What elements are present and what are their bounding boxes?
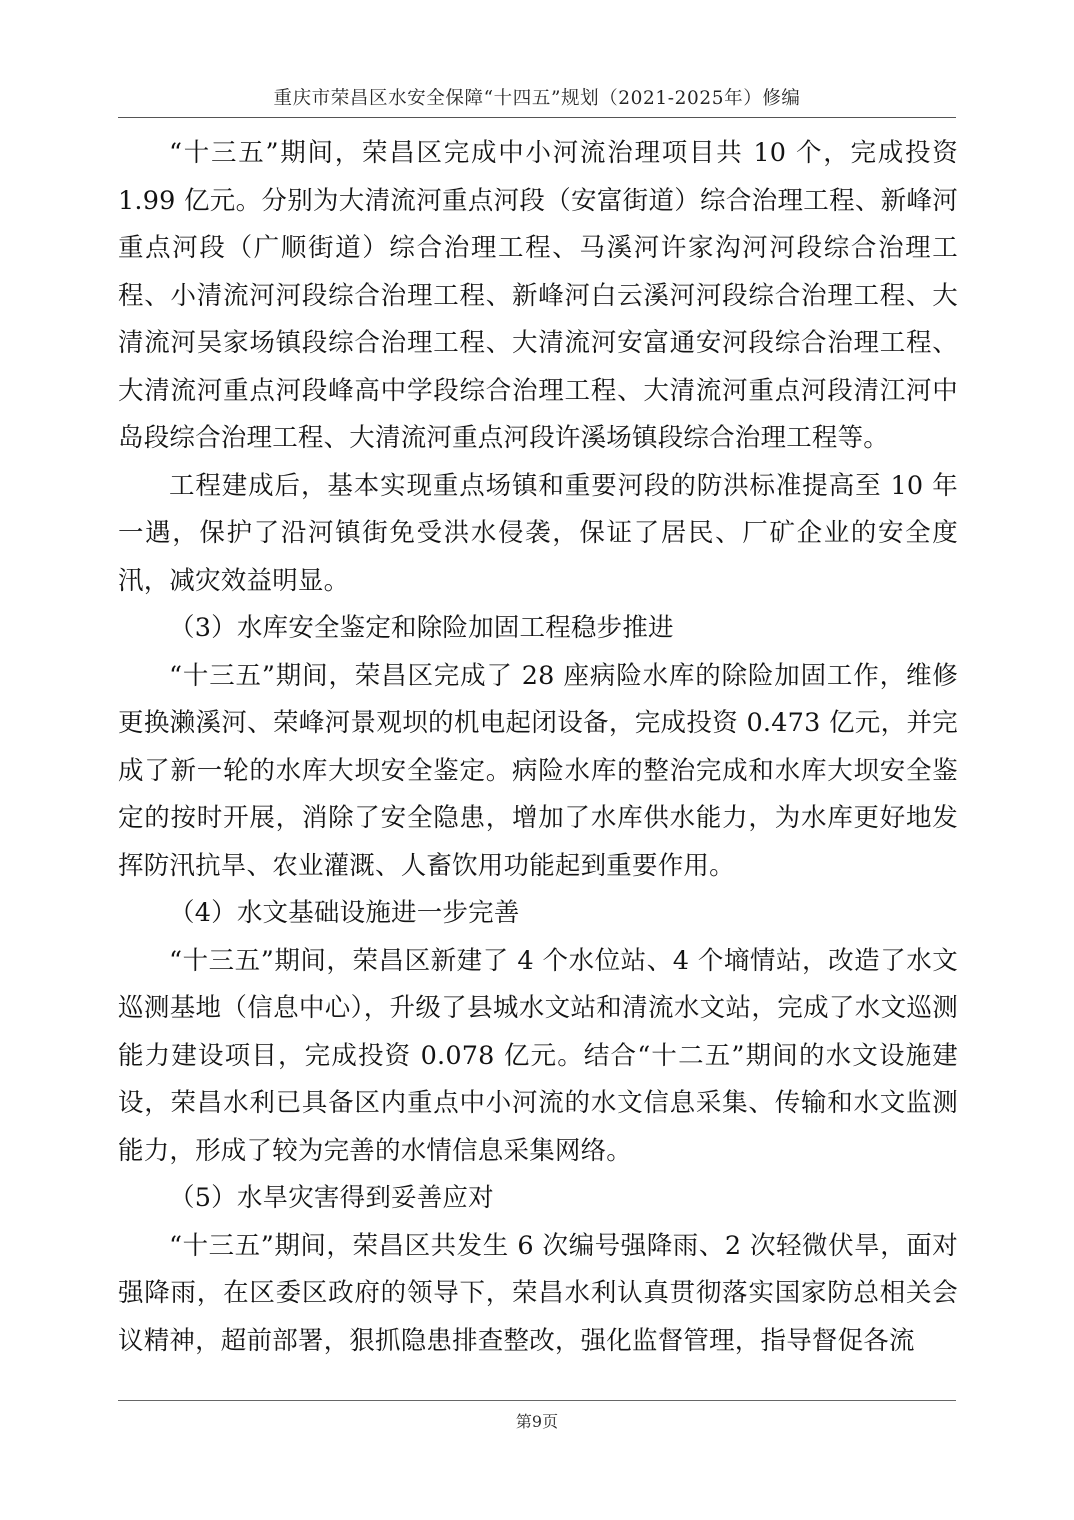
document-body <box>118 130 958 1365</box>
footer-divider <box>118 1400 956 1401</box>
paragraph: 工程建成后，基本实现重点场镇和重要河段的防洪标准提高至 10 年一遇，保护了沿河镇街免受洪水侵袭，保证了居民、厂矿企业的安全度汛，减灾效益明显。 <box>118 470 958 596</box>
section-heading: （5）水旱灾害得到妥善应对 <box>169 1183 494 1213</box>
paragraph: “十三五”期间，荣昌区共发生 6 次编号强降雨、2 次轻微伏旱，面对强降雨，在区委区政府的领导下，荣昌水利认真贯彻落实国家防总相关会议精神，超前部署，狠抓隐患排查整改，强化监督管理，指导督促各流 <box>118 1230 958 1356</box>
page-number: 第9页 <box>515 1412 559 1431</box>
header-divider <box>118 117 956 118</box>
header-title: 重庆市荣昌区水安全保障“十四五”规划（2021-2025年）修编 <box>273 88 801 109</box>
paragraph: “十三五”期间，荣昌区完成了 28 座病险水库的除险加固工作，维修更换濑溪河、荣峰河景观坝的机电起闭设备，完成投资 0.473 亿元，并完成了新一轮的水库大坝安全鉴定。病险水库的整治完成和水库大坝安全鉴定的按时开展，消除了安全隐患，增加了水库供水能力，为水库更好地发挥防汛抗旱、农业灌溉、人畜饮用功能起到重要作用。 <box>118 660 958 881</box>
page-footer <box>118 1400 956 1432</box>
page-header <box>118 84 956 118</box>
paragraph: “十三五”期间，荣昌区新建了 4 个水位站、4 个墒情站，改造了水文巡测基地（信息中心），升级了县城水文站和清流水文站，完成了水文巡测能力建设项目，完成投资 0.078 亿元。结合“十二五”期间的水文设施建设，荣昌水利已具备区内重点中小河流的水文信息采集、传输和水文监测能力，形成了较为完善的水情信息采集网络。 <box>118 945 958 1166</box>
paragraph: “十三五”期间，荣昌区完成中小河流治理项目共 10 个，完成投资 1.99 亿元。分别为大清流河重点河段（安富街道）综合治理工程、新峰河重点河段（广顺街道）综合治理工程、马溪河许家沟河河段综合治理工程、小清流河河段综合治理工程、新峰河白云溪河河段综合治理工程、大清流河吴家场镇段综合治理工程、大清流河安富通安河段综合治理工程、大清流河重点河段峰高中学段综合治理工程、大清流河重点河段清江河中岛段综合治理工程、大清流河重点河段许溪场镇段综合治理工程等。 <box>118 138 958 453</box>
section-heading: （4）水文基础设施进一步完善 <box>169 898 520 928</box>
section-heading: （3）水库安全鉴定和除险加固工程稳步推进 <box>169 613 674 643</box>
